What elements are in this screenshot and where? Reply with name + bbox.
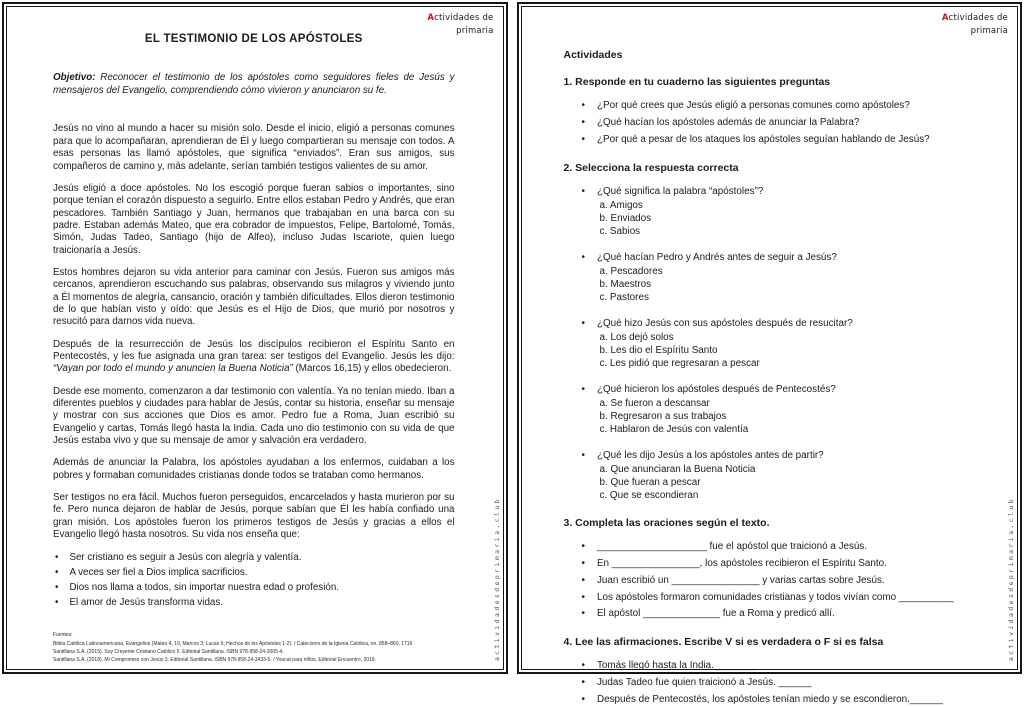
bullet-icon: • [581, 694, 585, 706]
takeaway-text: El amor de Jesús transforma vidas. [69, 596, 223, 608]
bullet-question [582, 592, 988, 605]
bullet-icon: • [55, 581, 59, 593]
takeaway-text: A veces ser fiel a Dios implica sacrificios. [69, 567, 248, 579]
mcq-option: c. Pastores [599, 291, 649, 303]
mcq-option: b. Les dio el Espíritu Santo [599, 344, 718, 356]
mcq-question [582, 318, 988, 331]
section-title: 1. Responde en tu cuaderno las siguientes preguntas [563, 76, 831, 88]
text-segment: Jesús no vino al mundo a hacer su misión solo. Desde el inicio, eligió a personas comunes para que lo acompañaran, aprendieran de Él y luego compartieran su mensaje con todos. A esas personas las llamó apóstoles, que significa “enviados”. Eran sus amigos, sus compañeros de camino y, más adelante, serían también testigos valientes de su amor. [53, 123, 455, 172]
takeaway-item [55, 566, 455, 581]
bullet-icon: • [581, 116, 585, 128]
activity-section [564, 162, 988, 502]
bullet-icon: • [581, 449, 585, 461]
brand-line1 [942, 12, 1008, 25]
mcq-option: b. Que fueran a pescar [599, 476, 701, 488]
bullet-question [582, 575, 988, 588]
mcq-question [582, 450, 988, 463]
mcq-option: a. Amigos [599, 199, 643, 211]
question-text: ¿Por qué a pesar de los ataques los apóstoles seguían hablando de Jesús? [596, 133, 930, 145]
mcq-question [582, 252, 988, 265]
activity-section [564, 76, 988, 147]
sources-label: Fuentes: [53, 632, 73, 638]
mcq-option: c. Que se escondieran [599, 489, 699, 501]
question-text: ¿Qué hacían los apóstoles además de anunciar la Palabra? [596, 116, 860, 128]
body-paragraph [53, 267, 455, 329]
brand-line1 [427, 12, 493, 25]
watermark-url: actividadesdeprimaria.club [1007, 496, 1015, 661]
objective-paragraph [53, 72, 455, 97]
activities-heading: Actividades [563, 49, 623, 61]
question-text: ____________________ fue el apóstol que traicionó a Jesús. [596, 540, 868, 552]
section-title: 3. Completa las oraciones según el texto. [563, 516, 770, 529]
mcq-options [600, 265, 988, 304]
section-title: 2. Selecciona la respuesta correcta [563, 161, 739, 174]
text-segment: Ser testigos no era fácil. Muchos fueron perseguidos, encarcelados y hasta murieron por su fe. Pero nunca dejaron de hablar de Jesús, porque sabían que Él les había confiado una gran misión. Los apóstoles fueron los primeros testigos de Jesús y gracias a ellos el Evangelio llegó hasta nosotros. Su vida nos enseña que: [53, 492, 455, 541]
text-segment: Estos hombres dejaron su vida anterior para caminar con Jesús. Fueron sus amigos más cercanos, aprendieron escuchando sus palabras, observando sus milagros y viviendo junto a Él momentos de alegría, cansancio, oración y también dificultades. Ellos dieron testimonio de lo que habían visto y oído: que Jesús es el Hijo de Dios, que murió por nosotros y resucitó para darnos vida nueva. [53, 266, 455, 328]
page-right-content [521, 6, 1019, 706]
text-segment: “Vayan por todo el mundo y anuncien la Buena Noticia” [53, 363, 293, 375]
brand-line2: primaria [970, 26, 1008, 37]
bullet-icon: • [581, 591, 585, 603]
mcq-item [582, 252, 988, 304]
source-line: Biblia Católica Latinoamericana, Evangelios (Mateo 4, 10; Marcos 3; Lucas 6; Hechos de los Apóstoles 1-2). / Catecismo de la Iglesia Católica, nn. 858–860, 1716 [53, 641, 413, 647]
activity-section [564, 517, 988, 621]
section-title: 4. Lee las afirmaciones. Escribe V si es verdadera o F si es falsa [563, 636, 884, 649]
mcq-question [582, 384, 988, 397]
page-right [517, 2, 1023, 706]
mcq-option: a. Se fueron a descansar [599, 397, 710, 409]
mcq-question [582, 186, 988, 199]
bullet-icon: • [581, 677, 585, 689]
mcq-item [582, 384, 988, 436]
mcq-option: a. Pescadores [599, 265, 663, 277]
text-segment: Reconocer el testimonio de los apóstoles como seguidores fieles de Jesús y mensajeros del Evangelio, comprendiendo cómo vivieron y anunciaron su fe. [53, 72, 455, 96]
bullet-icon: • [581, 251, 585, 263]
bullet-icon: • [55, 596, 59, 608]
bullet-icon: • [581, 100, 585, 111]
question-text: Después de Pentecostés, los apóstoles tenían miedo y se escondieron.______ [596, 694, 943, 706]
bullet-question [582, 660, 988, 673]
text-segment: Desde ese momento, comenzaron a dar testimonio con valentía. Ya no tenían miedo. Iban a diferentes pueblos y ciudades para hablar de Jesús, contar su historia, enseñar su mensaje y mostrar con sus acciones que Dios es amor. Pedro fue a Roma, Juan escribió su Evangelio y cartas, Tomás llegó hasta la India. Cada uno dio testimonio con su vida de que Jesús estaba vivo y que su mensaje de amor y salvación era verdadero. [53, 385, 455, 447]
text-segment: Después de la resurrección de Jesús los discípulos recibieron el Espíritu Santo en Pentecostés, y les fue asignada una gran tarea: ser testigos del Evangelio. Jesús les dijo: [53, 338, 455, 362]
bullet-icon: • [55, 567, 59, 579]
question-text: ¿Por qué crees que Jesús eligió a personas comunes como apóstoles? [596, 100, 910, 111]
takeaway-text: Ser cristiano es seguir a Jesús con alegría y valentía. [69, 552, 302, 564]
body-paragraph [53, 492, 455, 541]
body-paragraph [53, 457, 455, 482]
question-text: ¿Qué les dijo Jesús a los apóstoles antes de partir? [596, 449, 824, 461]
text-segment: Además de anunciar la Palabra, los apóstoles ayudaban a los enfermos, cuidaban a los pobres y formaban comunidades cristianas donde todos se trataban como hermanos. [53, 457, 455, 481]
question-text: ¿Qué significa la palabra “apóstoles”? [596, 185, 764, 197]
mcq-option: c. Les pidió que regresaran a pescar [599, 357, 760, 369]
watermark-url: actividadesdeprimaria.club [492, 496, 501, 661]
bullet-icon: • [581, 540, 585, 552]
mcq-options [600, 397, 988, 436]
bullet-question [582, 541, 988, 554]
bullet-icon: • [581, 383, 585, 395]
bullet-icon: • [55, 552, 59, 564]
question-text: ¿Qué hicieron los apóstoles después de Pentecostés? [596, 383, 836, 395]
reading-text [53, 123, 455, 541]
bullet-icon: • [581, 557, 585, 569]
brand-line2: primaria [456, 26, 494, 37]
bullet-question [582, 608, 988, 621]
question-text: Tomás llegó hasta la India. _______ [596, 660, 756, 672]
takeaway-list [55, 551, 455, 610]
mcq-options [600, 331, 988, 370]
mcq-option: c. Hablaron de Jesús con valentía [599, 423, 749, 435]
mcq-option: a. Los dejó solos [599, 331, 674, 343]
takeaway-item [55, 551, 455, 566]
body-paragraph [53, 183, 455, 257]
page-left [2, 2, 508, 674]
bullet-question [582, 677, 988, 690]
takeaway-item [55, 596, 455, 611]
brand-logo [942, 12, 1008, 38]
bullet-question [582, 558, 988, 571]
source-line: Santillana S.A. (2015). Soy Creyente Cristiano Católico 5. Editorial Santillana. ISBN 978-958-24-3005-4. [53, 649, 284, 655]
text-segment: Jesús eligió a doce apóstoles. No los escogió porque fueran sabios o importantes, sino porque tenían el corazón dispuesto a seguirlo. Entre ellos estaban Pedro y Andrés, que eran pescadores. También Santiago y Juan, hermanos que trabajaban en una barca con su padre. Estaban además Mateo, que era cobrador de impuestos, Felipe, Bartolomé, Tomás, Simón, Judas Tadeo, Santiago (hijo de Alfeo), incluso Judas Iscariote, quien luego traicionaría a Jesús. [53, 182, 455, 256]
activities-sections [564, 76, 988, 707]
bullet-icon: • [581, 574, 585, 586]
document-title: EL TESTIMONIO DE LOS APÓSTOLES [144, 33, 363, 45]
page-left-content [6, 6, 504, 670]
mcq-item [582, 186, 988, 238]
brand-accent-letter: A [941, 13, 949, 23]
question-text: Los apóstoles formaron comunidades cristianas y todos vivían como __________ [596, 591, 954, 603]
bullet-icon: • [581, 133, 585, 145]
question-text: ¿Qué hacían Pedro y Andrés antes de seguir a Jesús? [596, 251, 837, 263]
takeaway-text: Dios nos llama a todos, sin importar nuestra edad o profesión. [69, 581, 339, 593]
body-paragraph [53, 123, 455, 172]
bullet-icon: • [581, 185, 585, 197]
source-line: Santillana S.A. (2018). Mi Compromiso con Jesús 3. Editorial Santillana. ISBN 978-958-24-3433-5. / Youcat para niños, Editorial Encuentro, 2019. [53, 657, 376, 663]
mcq-options [600, 199, 988, 238]
question-text: En ________________, los apóstoles recibieron el Espíritu Santo. [596, 557, 887, 569]
takeaway-item [55, 581, 455, 596]
bullet-icon: • [581, 608, 585, 620]
activity-section [564, 636, 988, 707]
mcq-option: b. Enviados [599, 212, 652, 224]
bullet-question [582, 134, 988, 147]
bullet-question [582, 694, 988, 707]
bullet-icon: • [581, 317, 585, 329]
text-segment: (Marcos 16,15) y ellos obedecieron. [292, 363, 452, 375]
mcq-item [582, 450, 988, 502]
brand-logo [427, 12, 493, 38]
brand-accent-letter: A [427, 13, 435, 23]
sources-footer [53, 631, 467, 664]
sources-lines [53, 640, 467, 664]
bullet-question [582, 117, 988, 130]
bullet-icon: • [581, 660, 585, 672]
mcq-option: b. Maestros [599, 278, 652, 290]
question-text: ¿Qué hizo Jesús con sus apóstoles después de resucitar? [596, 317, 853, 329]
question-text: Juan escribió un ________________ y varias cartas sobre Jesús. [596, 574, 885, 586]
body-paragraph [53, 339, 455, 376]
mcq-options [600, 463, 988, 502]
body-paragraph [53, 386, 455, 448]
mcq-option: b. Regresaron a sus trabajos [599, 410, 727, 422]
text-segment: Objetivo: [53, 72, 101, 83]
question-text: Judas Tadeo fue quien traicionó a Jesús. ______ [596, 677, 812, 689]
question-text: El apóstol ______________ fue a Roma y predicó allí. [596, 608, 835, 620]
mcq-option: c. Sabios [599, 225, 641, 237]
brand-rest: ctividades de [948, 13, 1008, 23]
brand-rest: ctividades de [434, 13, 494, 23]
mcq-item [582, 318, 988, 370]
mcq-option: a. Que anunciaran la Buena Noticia [599, 463, 756, 475]
bullet-question [582, 100, 988, 113]
